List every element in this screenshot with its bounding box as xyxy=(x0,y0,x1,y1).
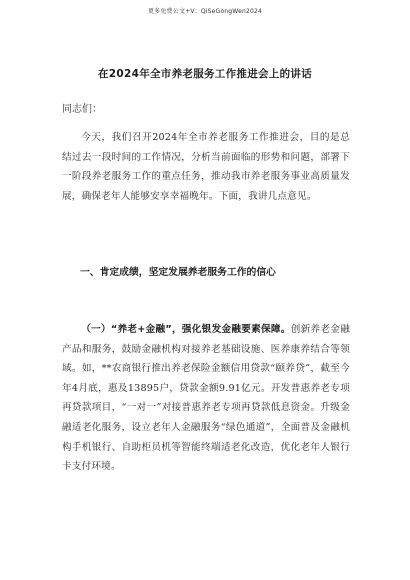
intro-paragraph: 今天，我们召开2024年全市养老服务工作推进会，目的是总结过去一段时间的工作情况，分析当前面临的形势和问题，部署下一阶段养老服务工作的重点任务，推动我市养老服务事业高质量发展，确保老年人能够安享幸福晚年。下面，我讲几点意见。 xyxy=(62,132,350,202)
document-title: 在2024年全市养老服务工作推进会上的讲话 xyxy=(97,68,313,80)
subsection-paragraph xyxy=(62,320,350,477)
subsection-body: 创新养老金融产品和服务，鼓励金融机构对接养老基础设施、医养康养结合等领域。如，**农商银行推出养老保险金额信用贷款“颐养贷”，截至今年4月底，惠及13895户，贷款金额9.91亿元。开发普惠养老专项再贷款项目，“一对一”对接普惠养老专项再贷款低息资金。升级金融适老化服务，设立老年人金融服务“绿色通道”，全面普及金融机构手机银行、自助柜员机等智能终端适老化改造，优化老年人银行卡支付环境。 xyxy=(62,324,350,473)
section-heading: 一、肯定成绩，坚定发展养老服务工作的信心 xyxy=(80,267,276,278)
subsection-lead: （一）“养老+金融”，强化银发金融要素保障。 xyxy=(81,324,291,335)
header-note: 更多免费公文+V：QiSeGongWen2024 xyxy=(147,8,263,15)
salutation: 同志们： xyxy=(62,104,102,115)
